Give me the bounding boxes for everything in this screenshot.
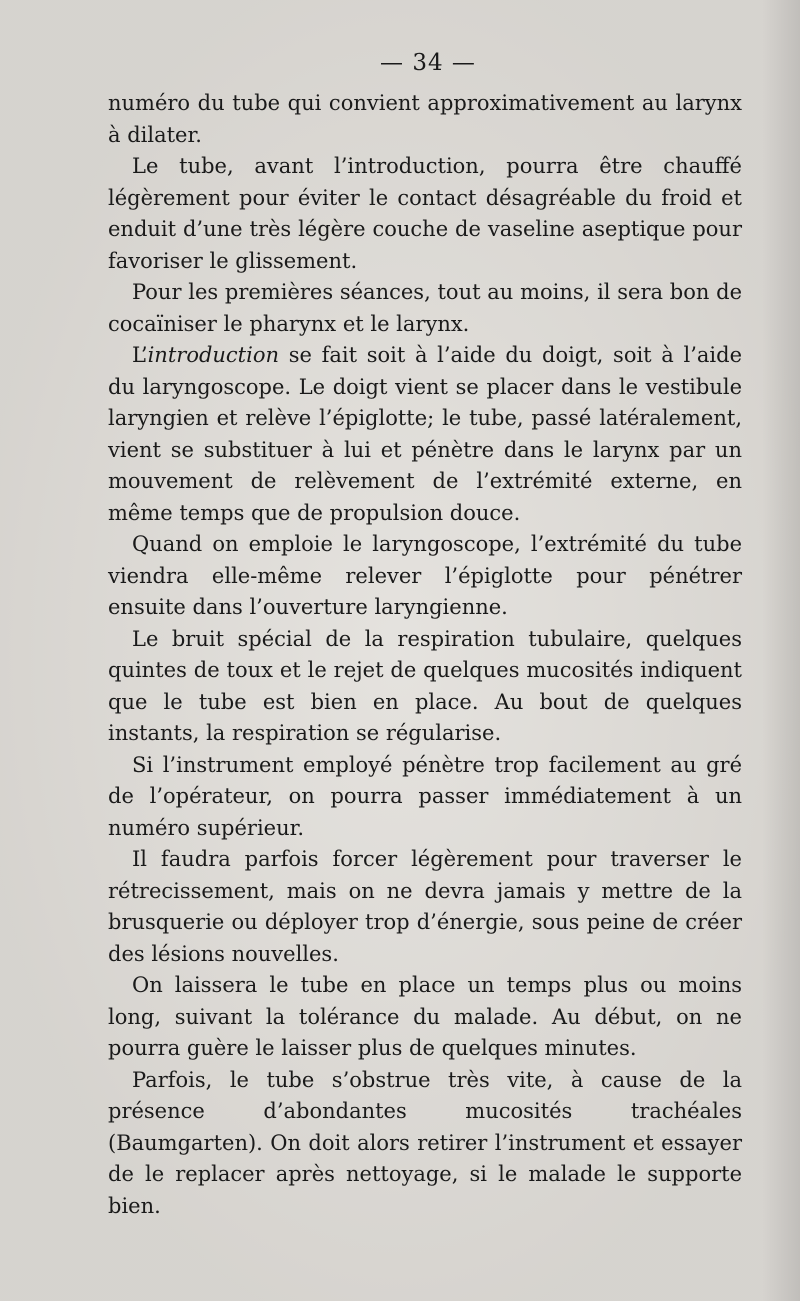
body-text [108, 88, 742, 1222]
paragraph-cocaine: Pour les premières séances, tout au moins, il sera bon de cocaïniser le pharynx et le larynx. [108, 280, 742, 336]
page-number: — 34 — [380, 50, 476, 76]
paragraph-obstruction: Parfois, le tube s’obstrue très vite, à cause de la présence d’abondantes mucosités trachéales (Baumgarten). On doit alors retirer l’instrument et essayer de le replacer après nettoyage, si le malade le supporte bien. [108, 1067, 742, 1218]
introduction-prefix: L’ [132, 343, 148, 367]
paragraph-continuation: numéro du tube qui convient approximativement au larynx à dilater. [108, 91, 742, 147]
paragraph-tube-warming: Le tube, avant l’introduction, pourra être chauffé légèrement pour éviter le contact désagréable du froid et enduit d’une très légère couche de vaseline aseptique pour favoriser le glissement. [108, 154, 742, 273]
paragraph-higher-number: Si l’instrument employé pénètre trop facilement au gré de l’opérateur, on pourra passer immédiatement à un numéro supérieur. [108, 752, 742, 840]
paragraph-forcing: Il faudra parfois forcer légèrement pour traverser le rétrecissement, mais on ne devra jamais y mettre de la brusquerie ou déployer trop d’énergie, sous peine de créer des lésions nouvelles. [108, 847, 742, 966]
paragraph-tubular-breathing: Le bruit spécial de la respiration tubulaire, quelques quintes de toux et le rejet de quelques mucosités indiquent que le tube est bien en place. Au bout de quelques instants, la respiration se régularise. [108, 626, 742, 745]
paragraph-duration: On laissera le tube en place un temps plus ou moins long, suivant la tolérance du malade. Au début, on ne pourra guère le laisser plus de quelques minutes. [108, 973, 742, 1060]
paragraph-laryngoscope: Quand on emploie le laryngoscope, l’extrémité du tube viendra elle-même relever l’épiglotte pour pénétrer ensuite dans l’ouverture laryngienne. [108, 532, 742, 619]
paragraph-introduction [108, 340, 742, 529]
introduction-rest: se fait soit à l’aide du doigt, soit à l’aide du laryngoscope. Le doigt vient se placer dans le vestibule laryngien et relève l’épiglotte; le tube, passé latéralement, vient se substituer à lui et pénètre dans le larynx par un mouvement de relèvement de l’extrémité externe, en même temps que de propulsion douce. [108, 343, 742, 525]
page-gutter-shadow [762, 0, 800, 1301]
introduction-emphasis: introduction [147, 343, 280, 367]
